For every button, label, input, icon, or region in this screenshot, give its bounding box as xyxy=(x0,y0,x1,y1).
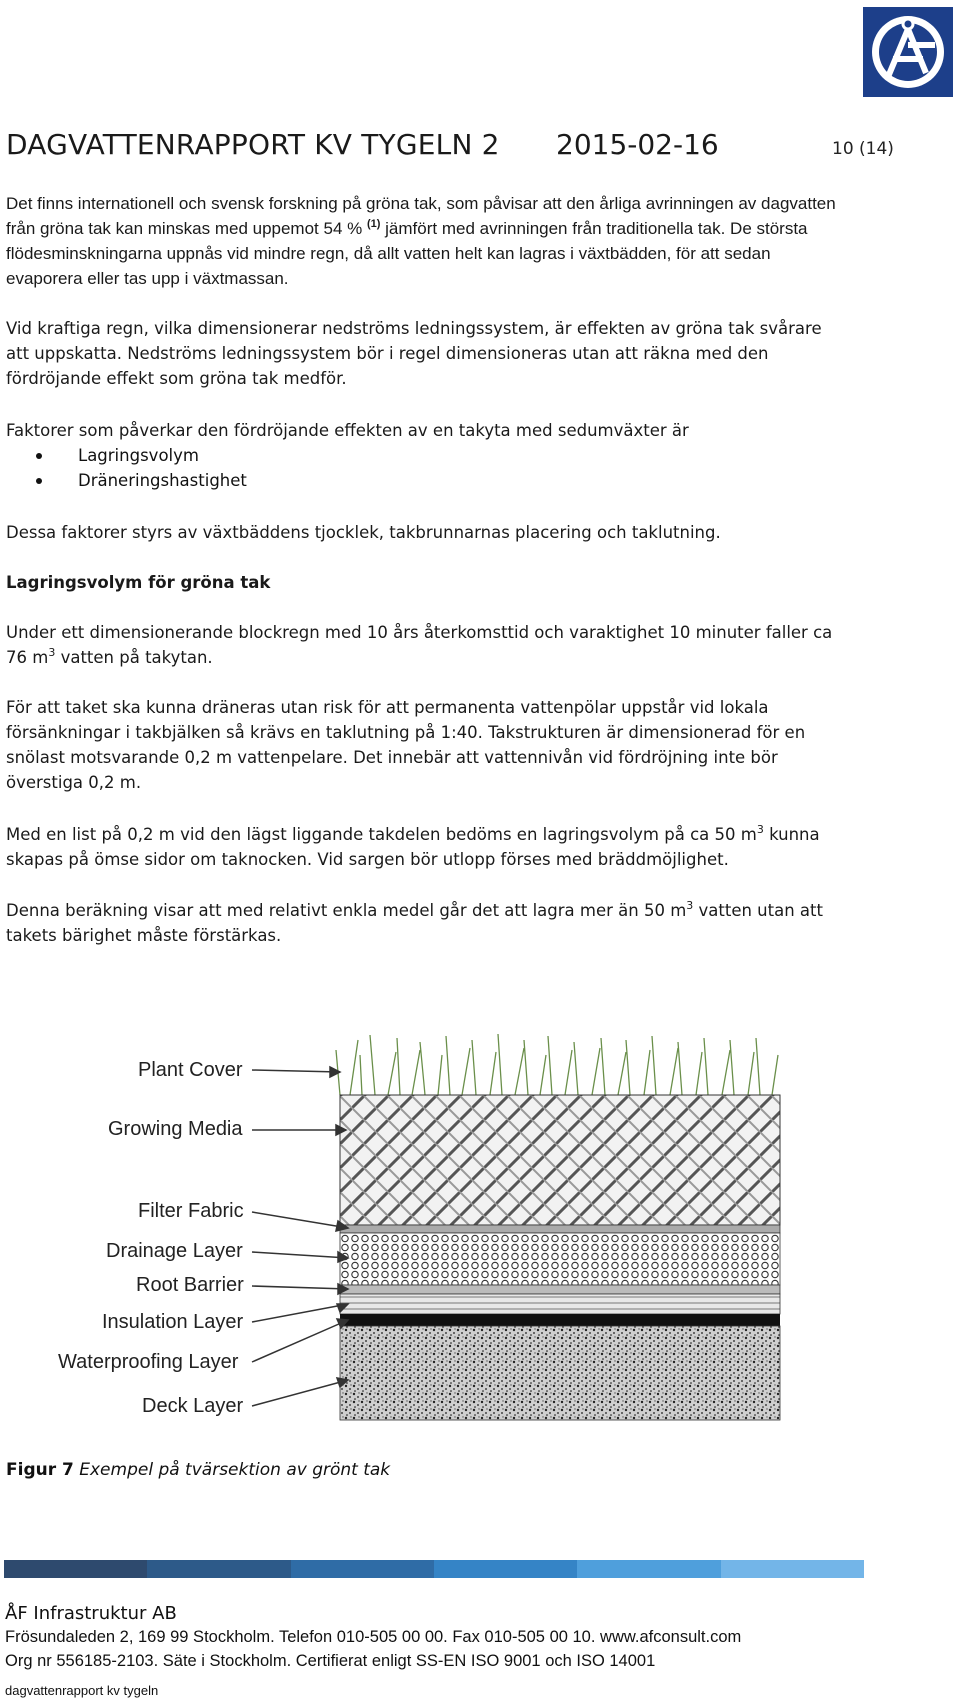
bullet-icon xyxy=(36,453,42,459)
footer-color-segment xyxy=(147,1560,290,1578)
figure-caption-text: Exempel på tvärsektion av grönt tak xyxy=(79,1460,391,1480)
paragraph-storage: Med en list på 0,2 m vid den lägst liggande takdelen bedöms en lagringsvolym på ca 50 $m^3$ kunna skapas på ömse sidor om taknocken. Vid sargen bör utlopp förses med bräddmöjlighet. xyxy=(6,823,820,869)
af-logo xyxy=(863,7,953,97)
deck-layer xyxy=(340,1326,780,1420)
layer-label: Growing Media xyxy=(108,1118,243,1140)
paragraph-block-rain: Under ett dimensionerande blockregn med 10 års återkomsttid och varaktighet 10 minuter faller ca 76 $m^3$ vatten på takytan. xyxy=(6,623,833,667)
footer-color-bar xyxy=(4,1560,864,1578)
layer-label: Drainage Layer xyxy=(106,1240,243,1262)
waterproofing-layer xyxy=(340,1314,780,1326)
green-roof-figure xyxy=(40,1000,850,1440)
layer-label: Root Barrier xyxy=(136,1274,244,1296)
layer-label: Insulation Layer xyxy=(102,1311,244,1333)
growing-media-layer xyxy=(340,1095,780,1225)
figure-label: Figur 7 xyxy=(6,1460,74,1480)
factor-list xyxy=(36,443,247,493)
footer-document-name: dagvattenrapport kv tygeln xyxy=(5,1683,159,1698)
plant-cover-grass-icon xyxy=(336,1034,778,1095)
footer-company: ÅF Infrastruktur AB xyxy=(5,1603,177,1624)
document-date: 2015-02-16 xyxy=(556,128,719,161)
bullet-icon xyxy=(36,478,42,484)
document-title: DAGVATTENRAPPORT KV TYGELN 2 xyxy=(6,128,500,161)
drainage-layer xyxy=(340,1233,780,1285)
footer-color-segment xyxy=(291,1560,434,1578)
footer-color-segment xyxy=(434,1560,577,1578)
layer-label: Plant Cover xyxy=(138,1059,243,1081)
af-logo-icon xyxy=(863,7,953,97)
reference-marker: (1) xyxy=(366,218,381,230)
leader-arrows xyxy=(252,1067,348,1406)
paragraph-controlled-by: Dessa faktorer styrs av växtbäddens tjocklek, takbrunnarnas placering och taklutning. xyxy=(6,523,721,542)
layer-label: Waterproofing Layer xyxy=(58,1351,239,1373)
page-number: 10 (14) xyxy=(832,139,894,159)
layer-label: Filter Fabric xyxy=(138,1200,244,1222)
figure-caption xyxy=(6,1460,390,1480)
paragraph-heavy-rain: Vid kraftiga regn, vilka dimensionerar nedströms ledningssystem, är effekten av gröna tak svårare att uppskatta. Nedströms ledningssystem bör i regel dimensioneras utan att räkna med den fördröjande effekt som gröna tak medför. xyxy=(6,319,822,388)
layer-label: Deck Layer xyxy=(142,1395,244,1417)
footer-color-segment xyxy=(577,1560,720,1578)
list-item: Lagringsvolym xyxy=(36,443,247,468)
root-barrier-layer xyxy=(340,1285,780,1294)
footer-color-segment xyxy=(4,1560,147,1578)
insulation-layer xyxy=(340,1294,780,1314)
paragraph-factors: Faktorer som påverkar den fördröjande effekten av en takyta med sedumväxter är xyxy=(6,421,689,440)
paragraph-research: Det finns internationell och svensk forskning på gröna tak, som påvisar att den årliga avrinningen av dagvatten från gröna tak kan minskas med uppemot 54 % $^{(1)}$ jämfört med avrinningen från traditionella tak. De största flödesminskningarna uppnås vid mindre regn, då allt vatten helt kan lagras i växtbädden, för att sedan evaporera eller tas upp i växtmassan. xyxy=(6,194,836,288)
section-heading: Lagringsvolym för gröna tak xyxy=(6,573,271,592)
paragraph-slope: För att taket ska kunna dräneras utan risk för att permanenta vattenpölar uppstår vid lokala försänkningar i takbjälken så krävs en taklutning på 1:40. Takstrukturen är dimensionerad för en snölast motsvarande 0,2 m vattenpelare. Det innebär att vattennivån vid fördröjning inte bör överstiga 0,2 m. xyxy=(6,698,806,792)
list-item: Dräneringshastighet xyxy=(36,468,247,493)
footer-color-segment xyxy=(721,1560,864,1578)
filter-fabric-layer xyxy=(340,1225,780,1233)
footer-address: Frösundaleden 2, 169 99 Stockholm. Telefon 010-505 00 00. Fax 010-505 00 10. www.afconsult.com xyxy=(5,1628,742,1646)
footer-registration: Org nr 556185-2103. Säte i Stockholm. Certifierat enligt SS-EN ISO 9001 och ISO 14001 xyxy=(5,1652,656,1670)
paragraph-calculation: Denna beräkning visar att med relativt enkla medel går det att lagra mer än 50 $m^3$ vatten utan att takets bärighet måste förstärkas. xyxy=(6,899,823,945)
